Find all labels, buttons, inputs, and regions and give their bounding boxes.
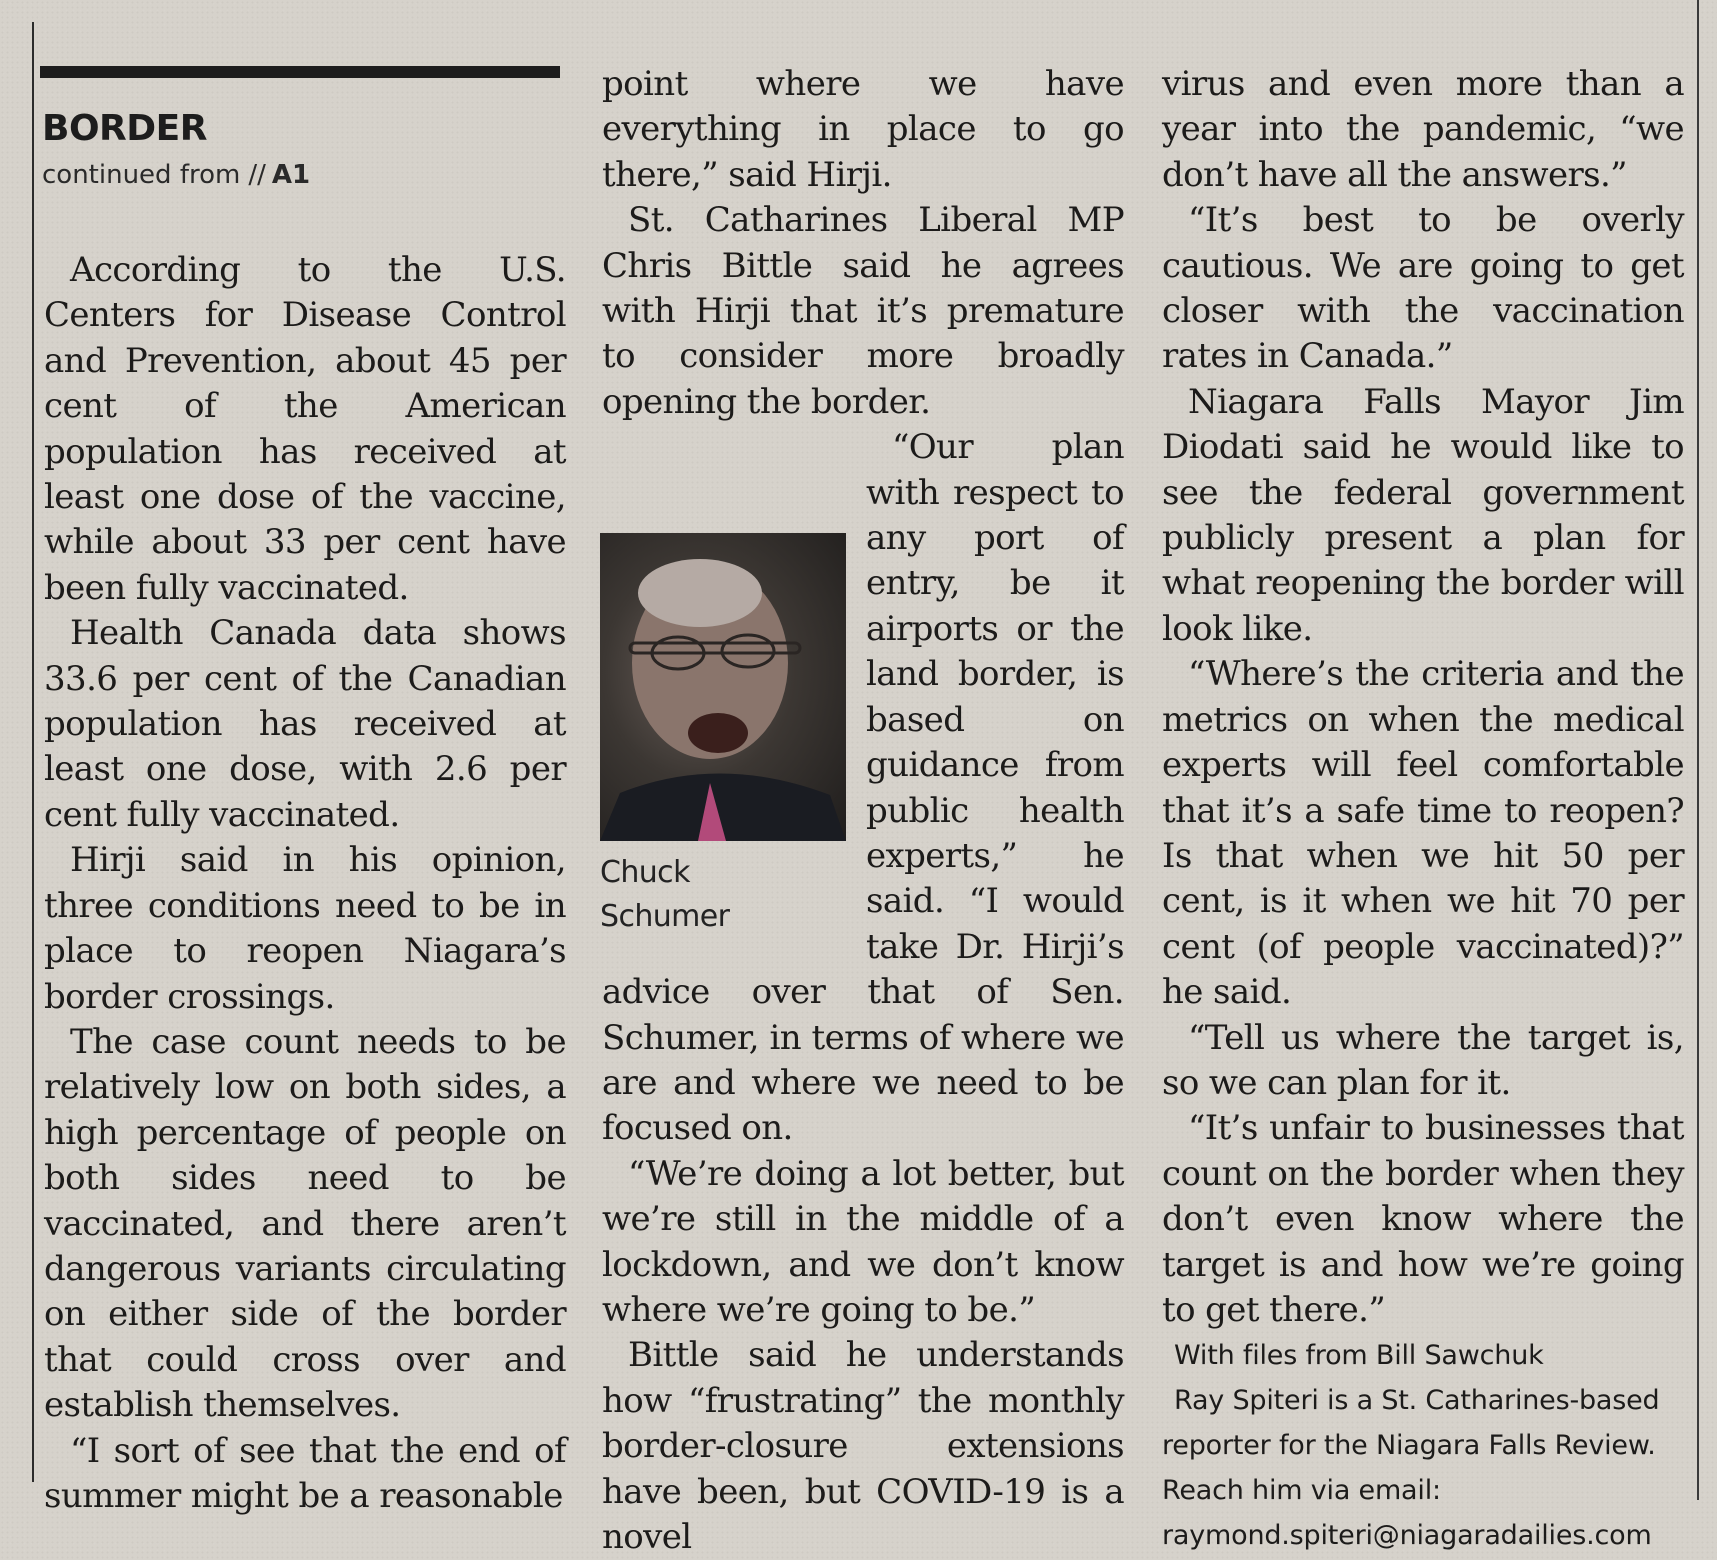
photo-caption — [600, 851, 846, 939]
continued-from-line — [42, 160, 310, 190]
caption-line-1: Chuck — [600, 855, 690, 891]
author-bio: Ray Spiteri is a St. Catharines-based reporter for the Niagara Falls Review. Reach him via email: raymond.spiteri@niagaradailies.com — [1162, 1385, 1660, 1552]
paragraph: point where we have everything in place to go there,” said Hirji. — [602, 64, 1124, 195]
photo-block — [600, 533, 846, 939]
paragraph: The case count needs to be relatively low on both sides, a high percentage of people on both sides need to be vaccinated, and there aren’t dangerous variants circulating on either side of the border that could cross over and establish themselves. — [44, 1021, 566, 1426]
column-rule-right — [1697, 0, 1699, 1500]
paragraph: Bittle said he understands how “frustrating” the monthly border-closure extensions have been, but COVID-19 is a novel — [602, 1335, 1124, 1557]
paragraph: “Where’s the criteria and the metrics on when the medical experts will feel comfortable that it’s a safe time to reopen? Is that when we hit 50 per cent, is it when we hit 70 per cent (of people vaccinated)?” he said. — [1162, 654, 1684, 1013]
continued-label: continued from — [42, 160, 241, 190]
section-bar — [40, 66, 560, 78]
page-reference: A1 — [271, 160, 311, 190]
paragraph: Hirji said in his opinion, three conditions need to be in place to reopen Niagara’s border crossings. — [44, 840, 566, 1017]
article-column-2 — [602, 62, 1124, 1560]
paragraph: “I sort of see that the end of summer might be a reasonable — [44, 1430, 566, 1516]
caption-line-2: Schumer — [600, 899, 730, 935]
paragraph: “Tell us where the target is, so we can plan for it. — [1162, 1017, 1684, 1103]
paragraph: “We’re doing a lot better, but we’re still in the middle of a lockdown, and we don’t know where we’re going to be.” — [602, 1153, 1124, 1330]
paragraph: “Our plan with respect to any port of entry, be it airports or the land border, is based on guidance from public health experts,” he said. “I would take Dr. Hirji’s advice over that of Sen. Schumer, in terms of where we are and where we need to be focused on. — [602, 427, 1124, 1149]
paragraph: Health Canada data shows 33.6 per cent of the Canadian population has received at least one dose, with 2.6 per cent fully vaccinated. — [44, 613, 566, 835]
slash-separator: // — [248, 160, 266, 190]
kicker-heading: BORDER — [42, 108, 207, 149]
paragraph: St. Catharines Liberal MP Chris Bittle said he agrees with Hirji that it’s premature to consider more broadly opening the border. — [602, 200, 1124, 422]
paragraph: According to the U.S. Centers for Disease Control and Prevention, about 45 per cent of the American population has received at least one dose of the vaccine, while about 33 per cent have been fully vaccinated. — [44, 250, 566, 608]
files-credit: With files from Bill Sawchuk — [1174, 1340, 1544, 1372]
article-column-3 — [1162, 62, 1684, 1558]
paragraph: virus and even more than a year into the pandemic, “we don’t have all the answers.” — [1162, 64, 1684, 195]
paragraph: Niagara Falls Mayor Jim Diodati said he would like to see the federal government publicly present a plan for what reopening the border will look like. — [1162, 381, 1684, 649]
paragraph: “It’s best to be overly cautious. We are going to get closer with the vaccination rates in Canada.” — [1162, 200, 1684, 377]
schumer-photo — [600, 533, 846, 841]
paragraph: “It’s unfair to businesses that count on the border when they don’t even know where the target is and how we’re going to get there.” — [1162, 1108, 1684, 1330]
column-rule-left — [32, 22, 34, 1482]
article-column-1 — [44, 248, 566, 1519]
